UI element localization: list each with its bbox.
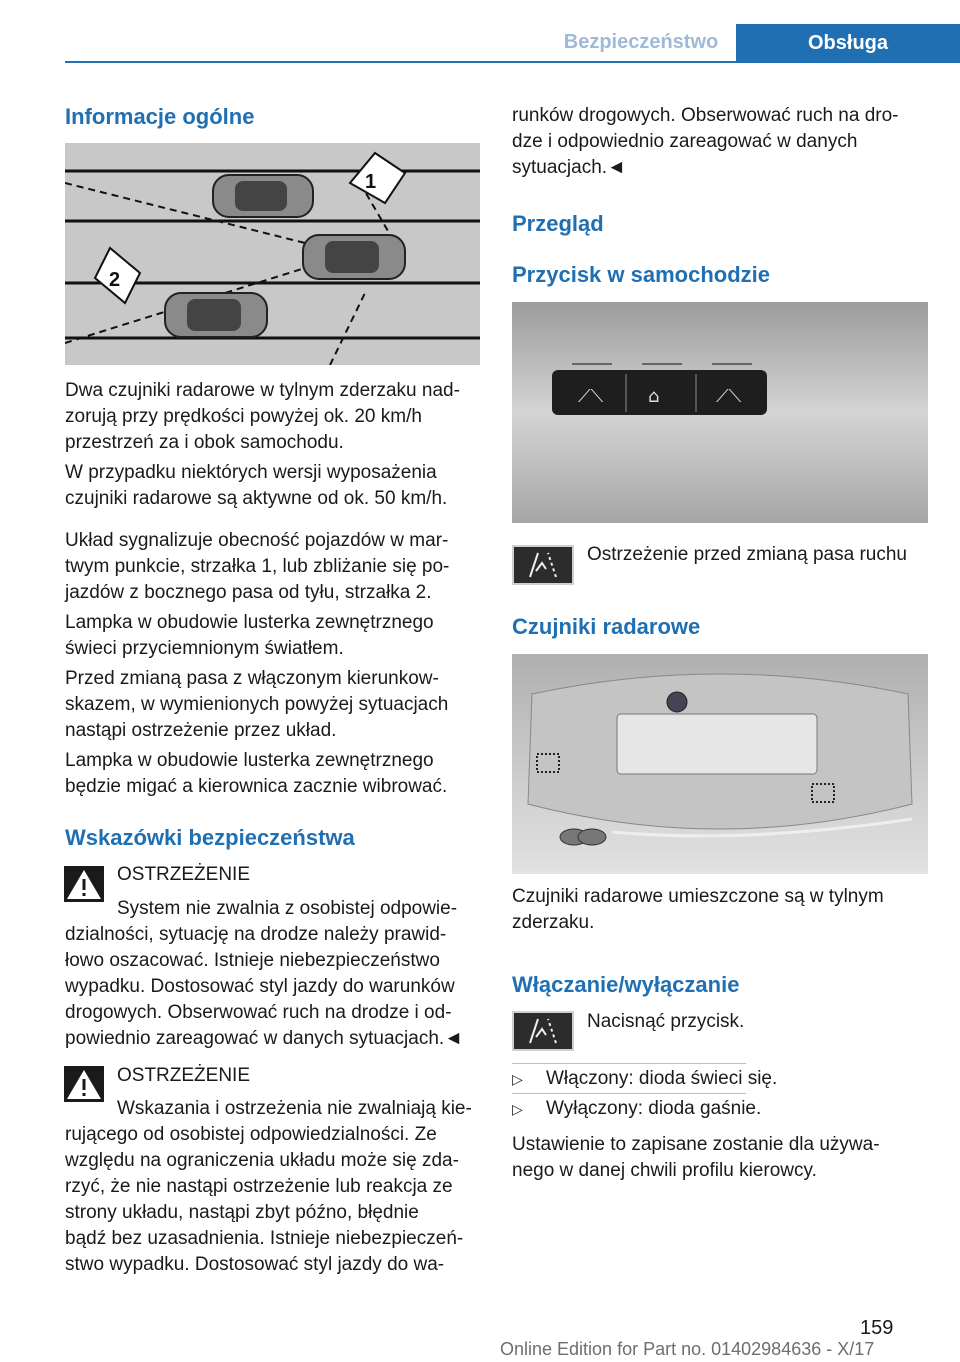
footer-edition: Online Edition for Part no. 01402984636 - X/17: [500, 1339, 875, 1359]
press-button-instruction: Nacisnąć przycisk.: [587, 1011, 745, 1032]
tab-operation[interactable]: Obsługa: [736, 24, 960, 63]
paragraph-sensors: Dwa czujniki radarowe w tylnym zderzaku nad- zorują przy prędkości powyżej ok. 20 km/h przestrzeń za i obok samochodu.: [65, 380, 460, 453]
car-icon: [303, 235, 405, 279]
heading-button-in-car: Przycisk w samochodzie: [512, 262, 770, 287]
lane-change-warning-icon: [512, 545, 574, 585]
paragraph-mirror-lamp: Lampka w obudowie lusterka zewnętrznego świeci przyciemnionym światłem.: [65, 612, 434, 659]
blind-spot-diagram: [65, 143, 480, 365]
heading-on-off: Włączanie/wyłączanie: [512, 972, 740, 997]
warning-2-text: rującego od osobistej odpowiedzialności. Ze względu na ograniczenia układu może się zda- rzyć, że nie nastąpi ostrzeżenie lub reakcja ze strony układu, nastąpi zbyt późno, błędnie bądź bez uzasadnienia. Istnieje niebezpieczeń- stwo wypadku. Dostosować styl jazdy do wa-: [65, 1124, 464, 1275]
warning-1-text-first: System nie zwalnia z osobistej odpowie-: [117, 898, 458, 919]
bullet-divider: [512, 1063, 746, 1064]
svg-text:1: 1: [365, 171, 377, 193]
warning-2-continued: runków drogowych. Obserwować ruch na dro- dze i odpowiednio zareagować w danych sytuacjach.◄: [512, 105, 899, 178]
tab-safety[interactable]: Bezpieczeństwo: [563, 31, 719, 53]
paragraph-equipment: W przypadku niektórych wersji wyposażenia czujniki radarowe są aktywne od ok. 50 km/h.: [65, 462, 448, 509]
paragraph-vibration: Lampka w obudowie lusterka zewnętrznego będzie migać a kierownica zacznie wibrować.: [65, 750, 448, 797]
rear-bumper-photo: [512, 654, 928, 874]
triangle-bullet-icon: ▷: [512, 1071, 523, 1087]
svg-text:⌂: ⌂: [648, 386, 660, 407]
svg-text:⟋⟍: ⟋⟍: [578, 386, 604, 407]
paragraph-profile-saved: Ustawienie to zapisane zostanie dla używa- nego w danej chwili profilu kierowcy.: [512, 1134, 880, 1181]
page-number: 159: [860, 1317, 894, 1339]
heading-radar-sensors: Czujniki radarowe: [512, 614, 701, 639]
warning-1-title: OSTRZEŻENIE: [117, 864, 251, 885]
heading-safety: Wskazówki bezpieczeństwa: [65, 825, 355, 850]
warning-triangle-icon: [64, 866, 104, 902]
paragraph-signaling: Układ sygnalizuje obecność pojazdów w mar- twym punkcie, strzałka 1, lub zbliżanie się po- jazdów z bocznego pasa od tyłu, strzałka 2.: [65, 530, 450, 603]
warning-2-text-first: Wskazania i ostrzeżenia nie zwalniają kie-: [117, 1098, 472, 1119]
paragraph-radar-location: Czujniki radarowe umieszczone są w tylnym zderzaku.: [512, 886, 884, 933]
paragraph-lane-change: Przed zmianą pasa z włączonym kierunkow- skazem, w wymienionych powyżej sytuacjach nastąpi ostrzeżenie przez układ.: [65, 668, 449, 741]
warning-2-title: OSTRZEŻENIE: [117, 1065, 251, 1086]
button-panel-photo: [512, 302, 928, 523]
bullet-divider: [512, 1093, 746, 1094]
svg-text:⟋⟍: ⟋⟍: [716, 386, 742, 407]
svg-text:2: 2: [109, 269, 121, 291]
triangle-bullet-icon: ▷: [512, 1101, 523, 1117]
lane-change-warning-button[interactable]: [512, 1011, 574, 1051]
warning-1-text: dzialności, sytuację na drodze należy prawid- łowo oszacować. Istnieje niebezpieczeństwo wypadku. Dostosować styl jazdy do warunków drogowych. Obserwować ruch na drodze i od- powiednio zareagować w danych sytuacjach.◄: [65, 924, 463, 1049]
warning-triangle-icon: [64, 1066, 104, 1102]
button-caption: Ostrzeżenie przed zmianą pasa ruchu: [587, 544, 907, 565]
car-icon: [165, 293, 267, 337]
header-rule: [65, 61, 960, 63]
heading-general-info: Informacje ogólne: [65, 104, 255, 129]
blind-spot-diagram-svg: [65, 143, 480, 365]
car-icon: [213, 175, 313, 217]
heading-overview: Przegląd: [512, 211, 604, 236]
